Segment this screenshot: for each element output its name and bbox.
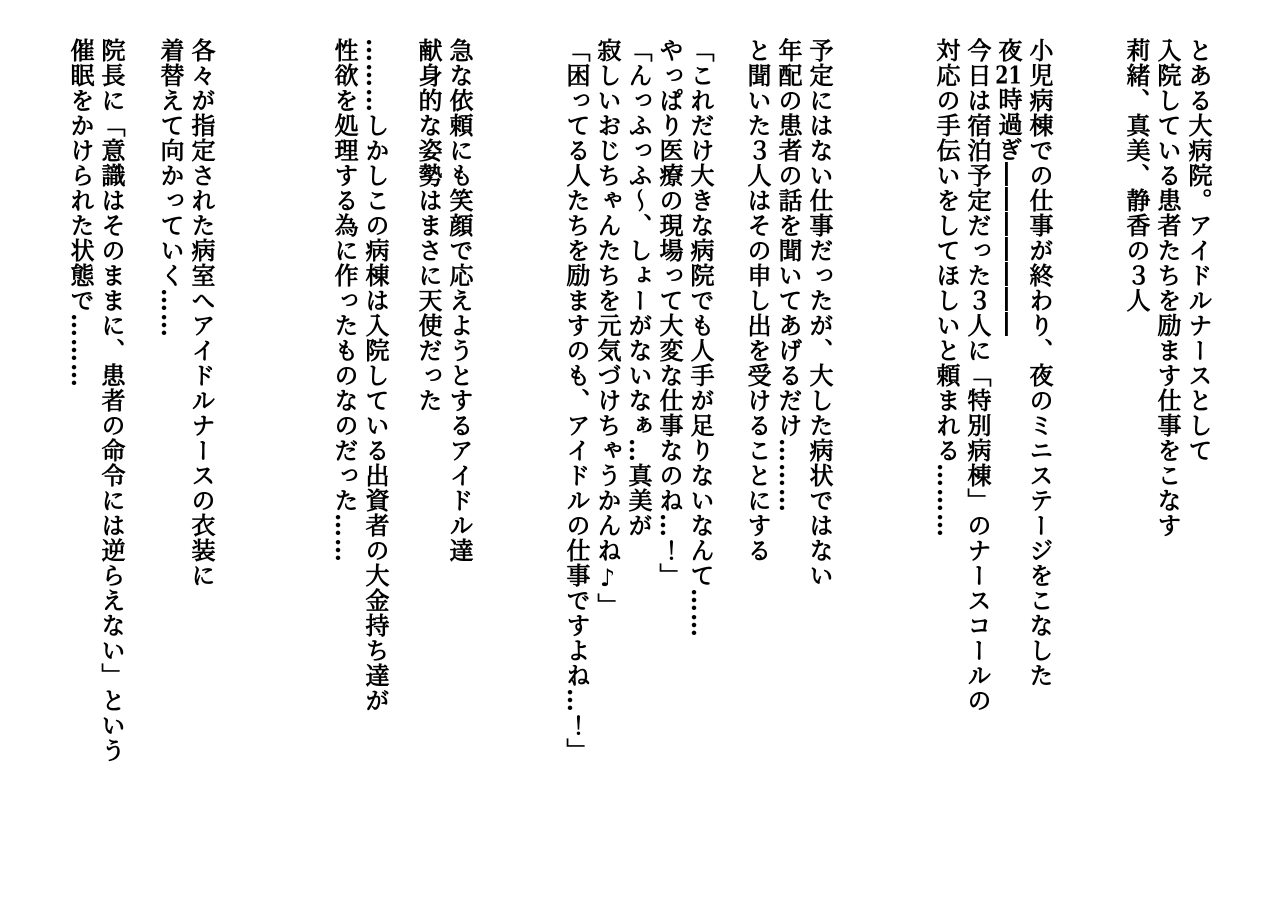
text-line: 莉緒、真美、静香の３人: [1122, 38, 1151, 313]
text-line: 「これだけ大きな病院でも人手が足りないなんて……: [686, 38, 715, 638]
text-line: やっぱり医療の現場って大変な仕事なのね…！」: [655, 38, 684, 588]
text-line: 献身的な姿勢はまさに天使だった: [414, 38, 443, 413]
text-line: と聞いた３人はその申し出を受けることにする: [743, 38, 772, 563]
tcy-digits: 21: [995, 63, 1022, 87]
text-line: 入院している患者たちを励ます仕事をこなす: [1153, 38, 1182, 538]
text-line: 年配の患者の話を聞いてあげるだけ………: [774, 38, 803, 513]
text-line: 院長に「意識はそのままに、患者の命令には逆らえない」という: [97, 38, 126, 763]
text-line: 各々が指定された病室へアイドルナースの衣装に: [187, 38, 216, 588]
story-text: [65, 38, 1214, 838]
paragraph: [329, 38, 391, 838]
paragraph: [413, 38, 475, 838]
paragraph: [931, 38, 1055, 838]
text-line: 着替えて向かっていく……: [156, 38, 185, 338]
text-line: 「んっふっふ～、しょーがないなぁ…真美が: [624, 38, 653, 538]
text-line: とある大病院。アイドルナースとして: [1184, 38, 1213, 463]
text-line: ………しかしこの病棟は入院している出資者の大金持ち達が: [361, 38, 390, 713]
text-line: 寂しいおじちゃんたちを元気づけちゃうかんね♪」: [593, 38, 622, 618]
text-line: 催眠をかけられた状態で………: [66, 38, 95, 388]
paragraph: [561, 38, 716, 838]
text-line: 性欲を処理する為に作ったものなのだった……: [330, 38, 359, 563]
paragraph: [65, 38, 127, 838]
paragraph: [742, 38, 835, 838]
paragraph: [155, 38, 217, 838]
text-line: 急な依頼にも笑顔で応えようとするアイドル達: [445, 38, 474, 563]
text-line: 今日は宿泊予定だった３人に「特別病棟」のナースコールの: [963, 38, 992, 713]
text-line: 予定にはない仕事だったが、大した病状ではない: [805, 38, 834, 588]
text-line: 「困ってる人たちを励ますのも、アイドルの仕事ですよね…！」: [562, 38, 591, 763]
text-line: 夜21時過ぎ―――――――: [994, 38, 1023, 337]
text-line: 対応の手伝いをしてほしいと頼まれる………: [932, 38, 961, 538]
paragraph: [1121, 38, 1214, 838]
text-line: 小児病棟での仕事が終わり、夜のミニステージをこなした: [1025, 38, 1054, 688]
